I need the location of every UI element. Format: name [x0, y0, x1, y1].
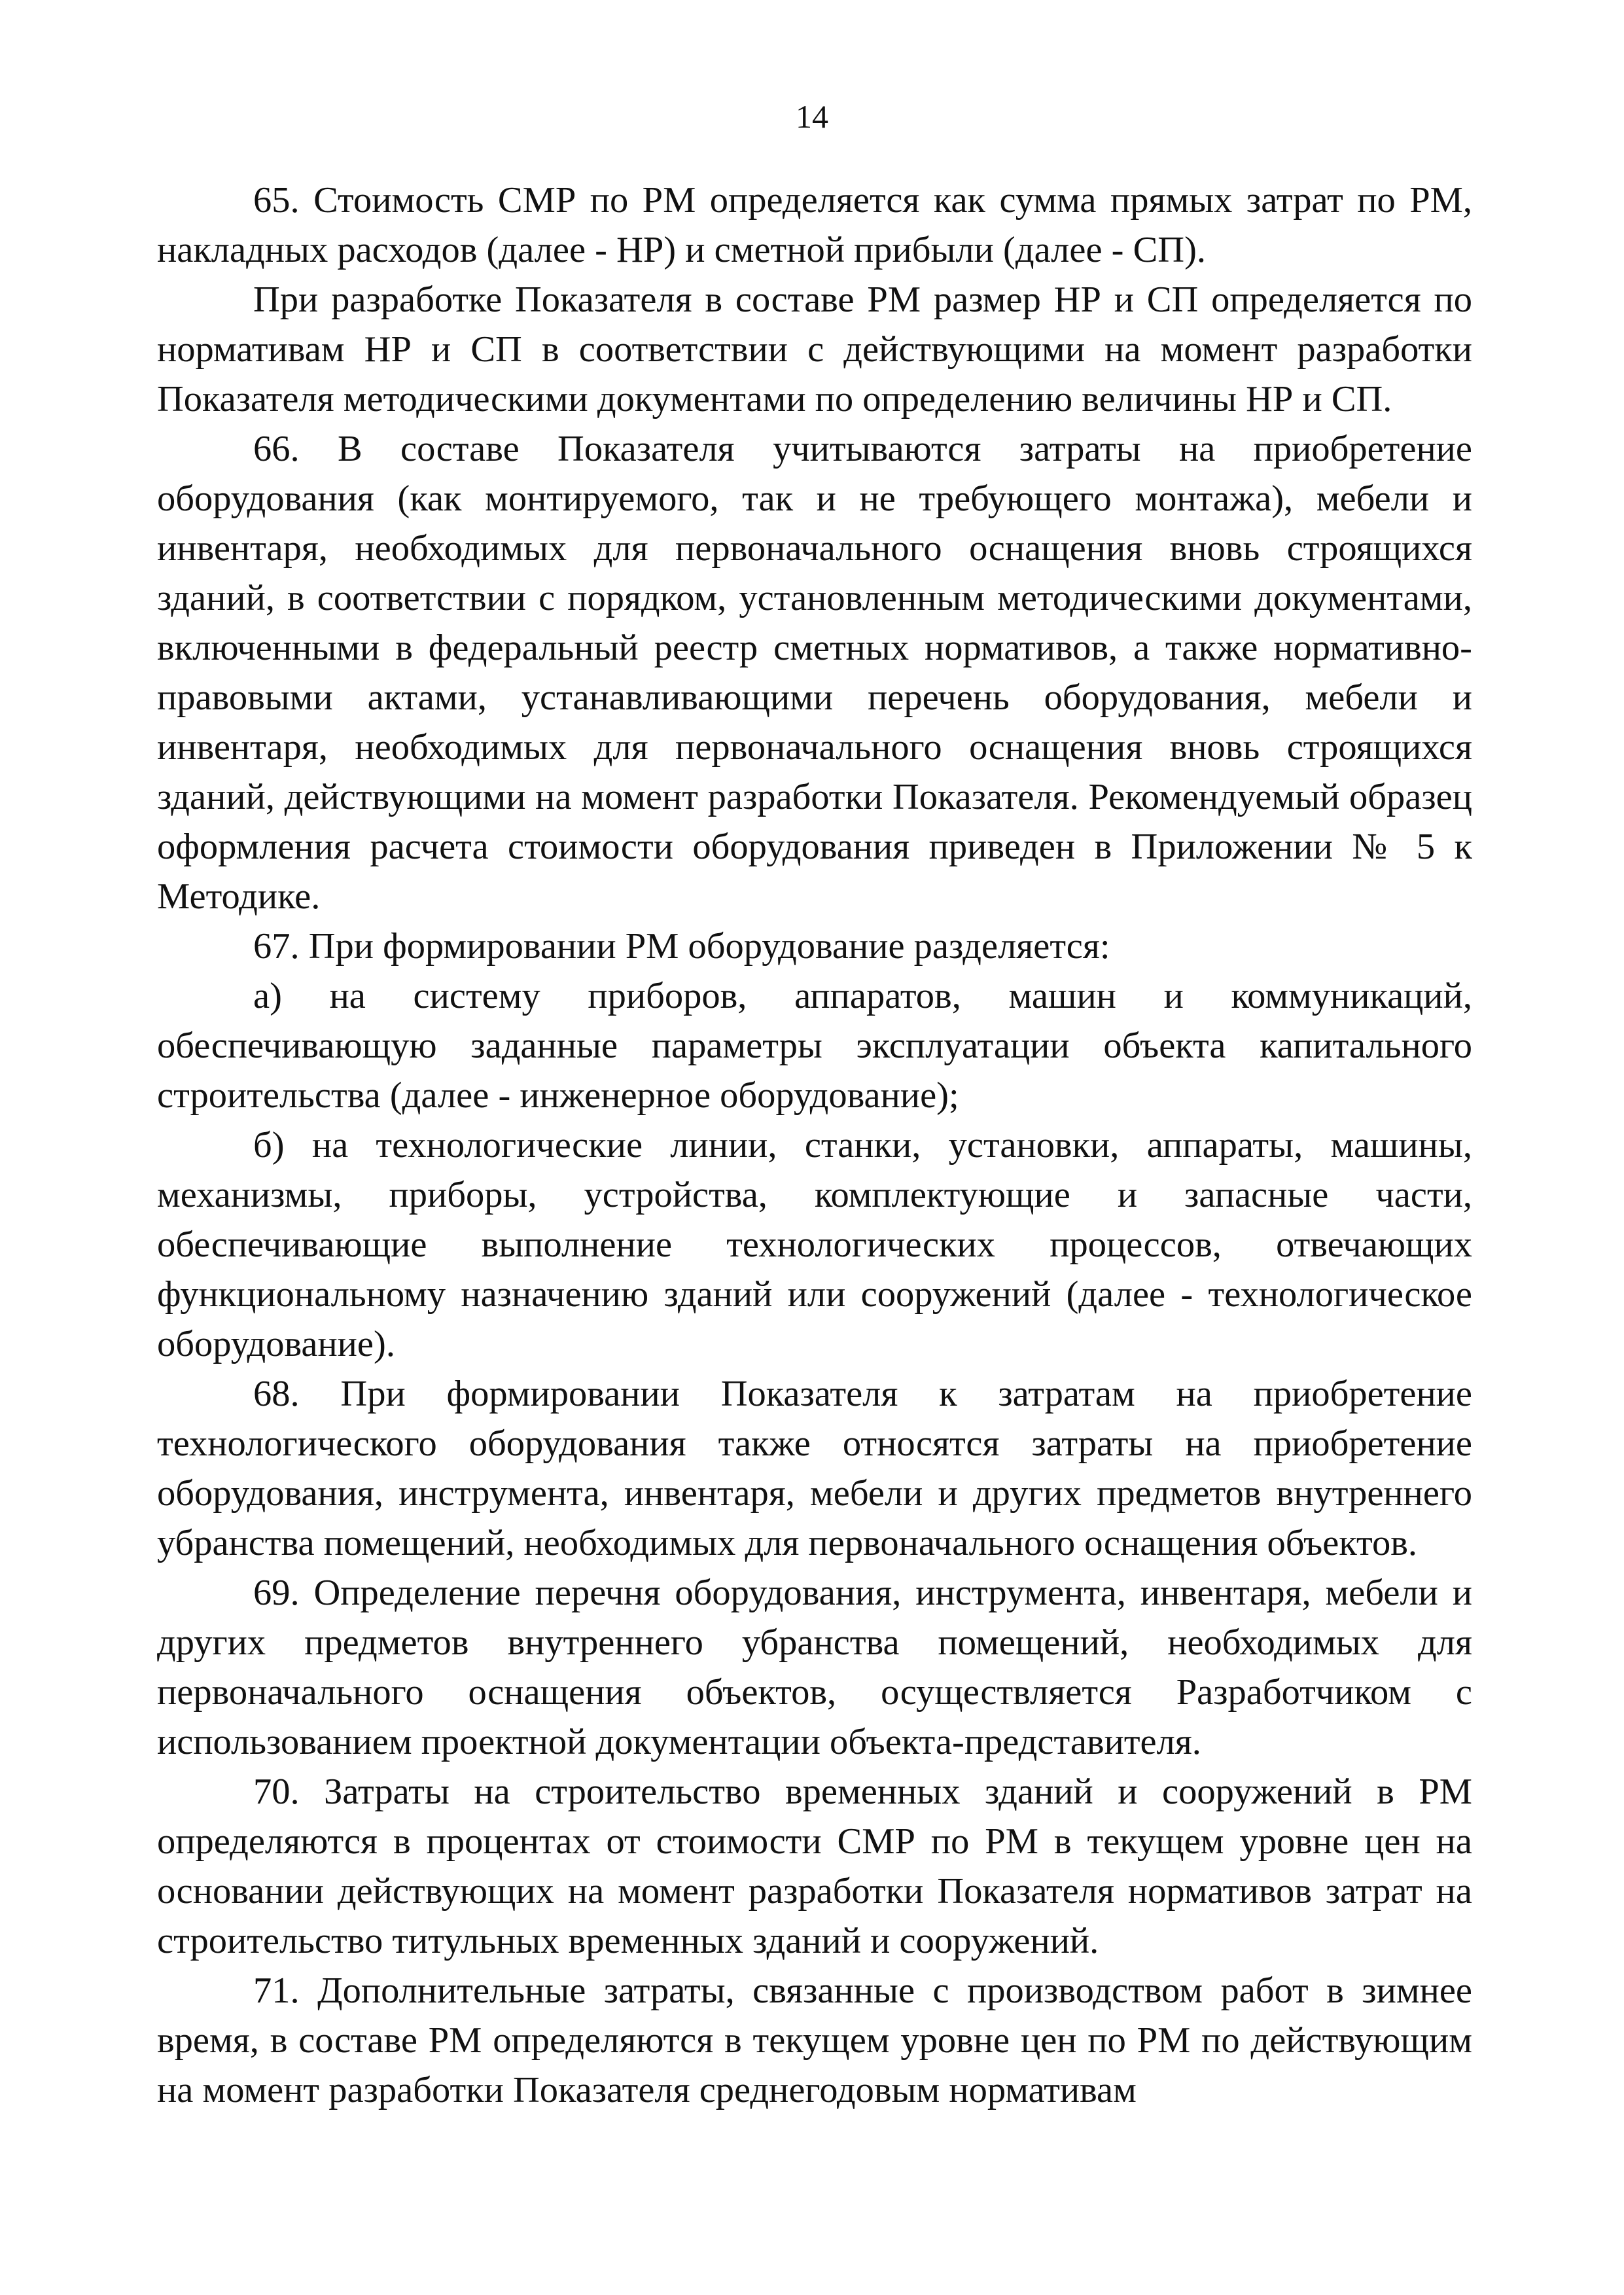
paragraph-66: 66. В составе Показателя учитываются затраты на приобретение оборудования (как монтируемого, так и не требующего монтажа), мебели и инвентаря, необходимых для первоначального оснащения вновь строящихся зданий, в соответствии с порядком, установленным методическими документами, включенными в федеральный реестр сметных нормативов, а также нормативно-правовыми актами, устанавливающими перечень оборудования, мебели и инвентаря, необходимых для первоначального оснащения вновь строящихся зданий, действующими на момент разработки Показателя. Рекомендуемый образец оформления расчета стоимости оборудования приведен в Приложении № 5 к Методике.: [157, 429, 1472, 917]
paragraph-67-b: б) на технологические линии, станки, установки, аппараты, машины, механизмы, приборы, устройства, комплектующие и запасные части, обеспечивающие выполнение технологических процессов, отвечающих функциональному назначению зданий или сооружений (далее - технологическое оборудование).: [157, 1125, 1472, 1364]
paragraph-69: 69. Определение перечня оборудования, инструмента, инвентаря, мебели и других предметов внутреннего убранства помещений, необходимых для первоначального оснащения объектов, осуществляется Разработчиком с использованием проектной документации объекта-представителя.: [157, 1573, 1472, 1762]
paragraph-68: 68. При формировании Показателя к затратам на приобретение технологического оборудования также относятся затраты на приобретение оборудования, инструмента, инвентаря, мебели и других предметов внутреннего убранства помещений, необходимых для первоначального оснащения объектов.: [157, 1374, 1472, 1563]
paragraph-67: 67. При формировании РМ оборудование разделяется:: [253, 926, 1110, 967]
paragraph-67-a: а) на систему приборов, аппаратов, машин и коммуникаций, обеспечивающую заданные параметры эксплуатации объекта капитального строительства (далее - инженерное оборудование);: [157, 976, 1472, 1116]
paragraph-65: 65. Стоимость СМР по РМ определяется как сумма прямых затрат по РМ, накладных расходов (далее - НР) и сметной прибыли (далее - СП).: [157, 180, 1472, 270]
paragraph-70: 70. Затраты на строительство временных зданий и сооружений в РМ определяются в процентах от стоимости СМР по РМ в текущем уровне цен на основании действующих на момент разработки Показателя нормативов затрат на строительство титульных временных зданий и сооружений.: [157, 1771, 1472, 1961]
document-body: [157, 175, 1472, 2115]
page-number: 14: [796, 98, 828, 135]
paragraph-65-overhead-profit: При разработке Показателя в составе РМ размер НР и СП определяется по нормативам НР и СП в соответствии с действующими на момент разработки Показателя методическими документами по определению величины НР и СП.: [157, 279, 1472, 419]
paragraph-71: 71. Дополнительные затраты, связанные с производством работ в зимнее время, в составе РМ определяются в текущем уровне цен по РМ по действующим на момент разработки Показателя среднегодовым нормативам: [157, 1970, 1472, 2110]
